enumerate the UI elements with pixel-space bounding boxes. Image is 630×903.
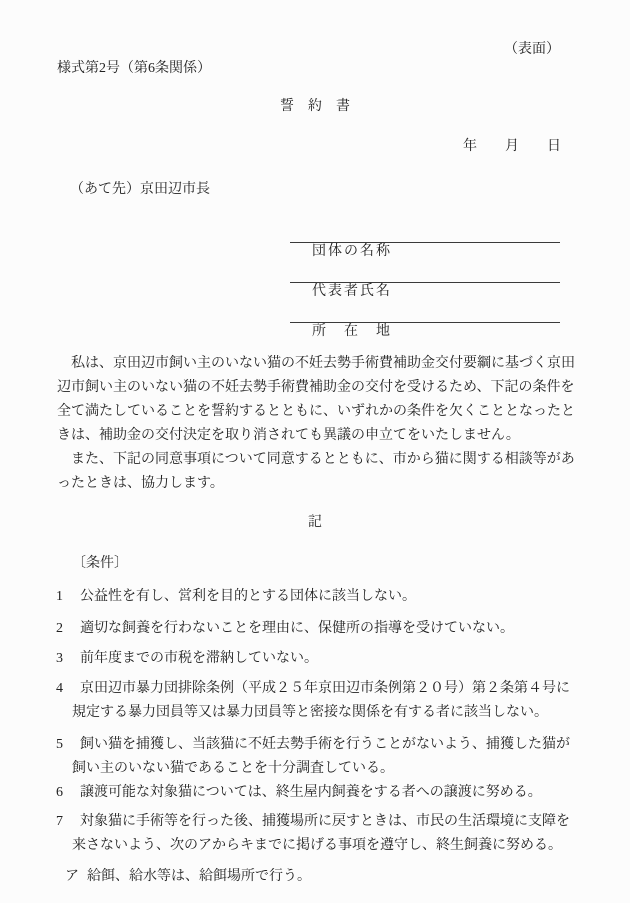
document-title: 誓 約 書 <box>280 99 350 114</box>
field-representative-name-label: 代表者氏名 <box>312 284 392 299</box>
condition-item-4-number: 4 <box>56 681 63 696</box>
page-side-label: （表面） <box>504 42 560 57</box>
field-organization-name <box>290 222 560 259</box>
condition-item-5 <box>56 733 577 781</box>
condition-item-6-number: 6 <box>56 785 63 800</box>
ki-separator-label: 記 <box>308 515 322 530</box>
condition-item-7 <box>56 810 577 858</box>
condition-item-3-text: 前年度までの市税を滞納していない。 <box>80 651 318 666</box>
condition-item-4-text: 京田辺市暴力団排除条例（平成２５年京田辺市条例第２０号）第２条第４号に規定する暴力団員等又は暴力団員等と密接な関係を有する者に該当しない。 <box>72 681 570 720</box>
field-representative-name <box>290 262 560 299</box>
condition-item-6-text: 譲渡可能な対象猫については、終生屋内飼養をする者への譲渡に努める。 <box>80 785 542 800</box>
condition-item-6 <box>56 781 577 805</box>
field-address-label: 所 在 地 <box>312 324 392 339</box>
condition-subitem-a-text: 給餌、給水等は、給餌場所で行う。 <box>87 869 311 884</box>
condition-item-1-number: 1 <box>56 589 63 604</box>
condition-subitem-a-number: ア <box>65 869 79 884</box>
form-number: 様式第2号（第6条関係） <box>57 61 211 76</box>
condition-item-3 <box>56 647 577 671</box>
pledge-body <box>57 352 577 496</box>
condition-subitem-a <box>65 865 577 889</box>
condition-item-4 <box>56 677 577 725</box>
condition-item-2-number: 2 <box>56 621 63 636</box>
pledge-paragraph-2: また、下記の同意事項について同意するとともに、市から猫に関する相談等があったときは、協力します。 <box>57 452 575 491</box>
field-address <box>290 302 560 339</box>
condition-item-7-number: 7 <box>56 814 63 829</box>
field-organization-name-label: 団体の名称 <box>312 244 392 259</box>
condition-item-5-number: 5 <box>56 737 63 752</box>
pledge-paragraph-1: 私は、京田辺市飼い主のいない猫の不妊去勢手術費補助金交付要綱に基づく京田辺市飼い主のいない猫の不妊去勢手術費補助金の交付を受けるため、下記の条件を全て満たしていることを誓約するとともに、いずれかの条件を欠くこととなったときは、補助金の交付決定を取り消されても異議の申立てをいたしません。 <box>57 356 575 443</box>
addressee: （あて先）京田辺市長 <box>70 182 210 197</box>
condition-item-5-text: 飼い猫を捕獲し、当該猫に不妊去勢手術を行うことがないよう、捕獲した猫が飼い主のいない猫であることを十分調査している。 <box>72 737 570 776</box>
condition-item-2 <box>56 617 577 641</box>
condition-item-7-text: 対象猫に手術等を行った後、捕獲場所に戻すときは、市民の生活環境に支障を来さないよう、次のアからキまでに掲げる事項を遵守し、終生飼養に努める。 <box>72 814 570 853</box>
conditions-list <box>56 585 577 889</box>
condition-item-2-text: 適切な飼養を行わないことを理由に、保健所の指導を受けていない。 <box>80 621 514 636</box>
date-line: 年 月 日 <box>463 139 561 154</box>
condition-item-1 <box>56 585 577 609</box>
condition-item-3-number: 3 <box>56 651 63 666</box>
condition-item-1-text: 公益性を有し、営利を目的とする団体に該当しない。 <box>80 589 416 604</box>
conditions-heading: 〔条件〕 <box>72 556 128 571</box>
